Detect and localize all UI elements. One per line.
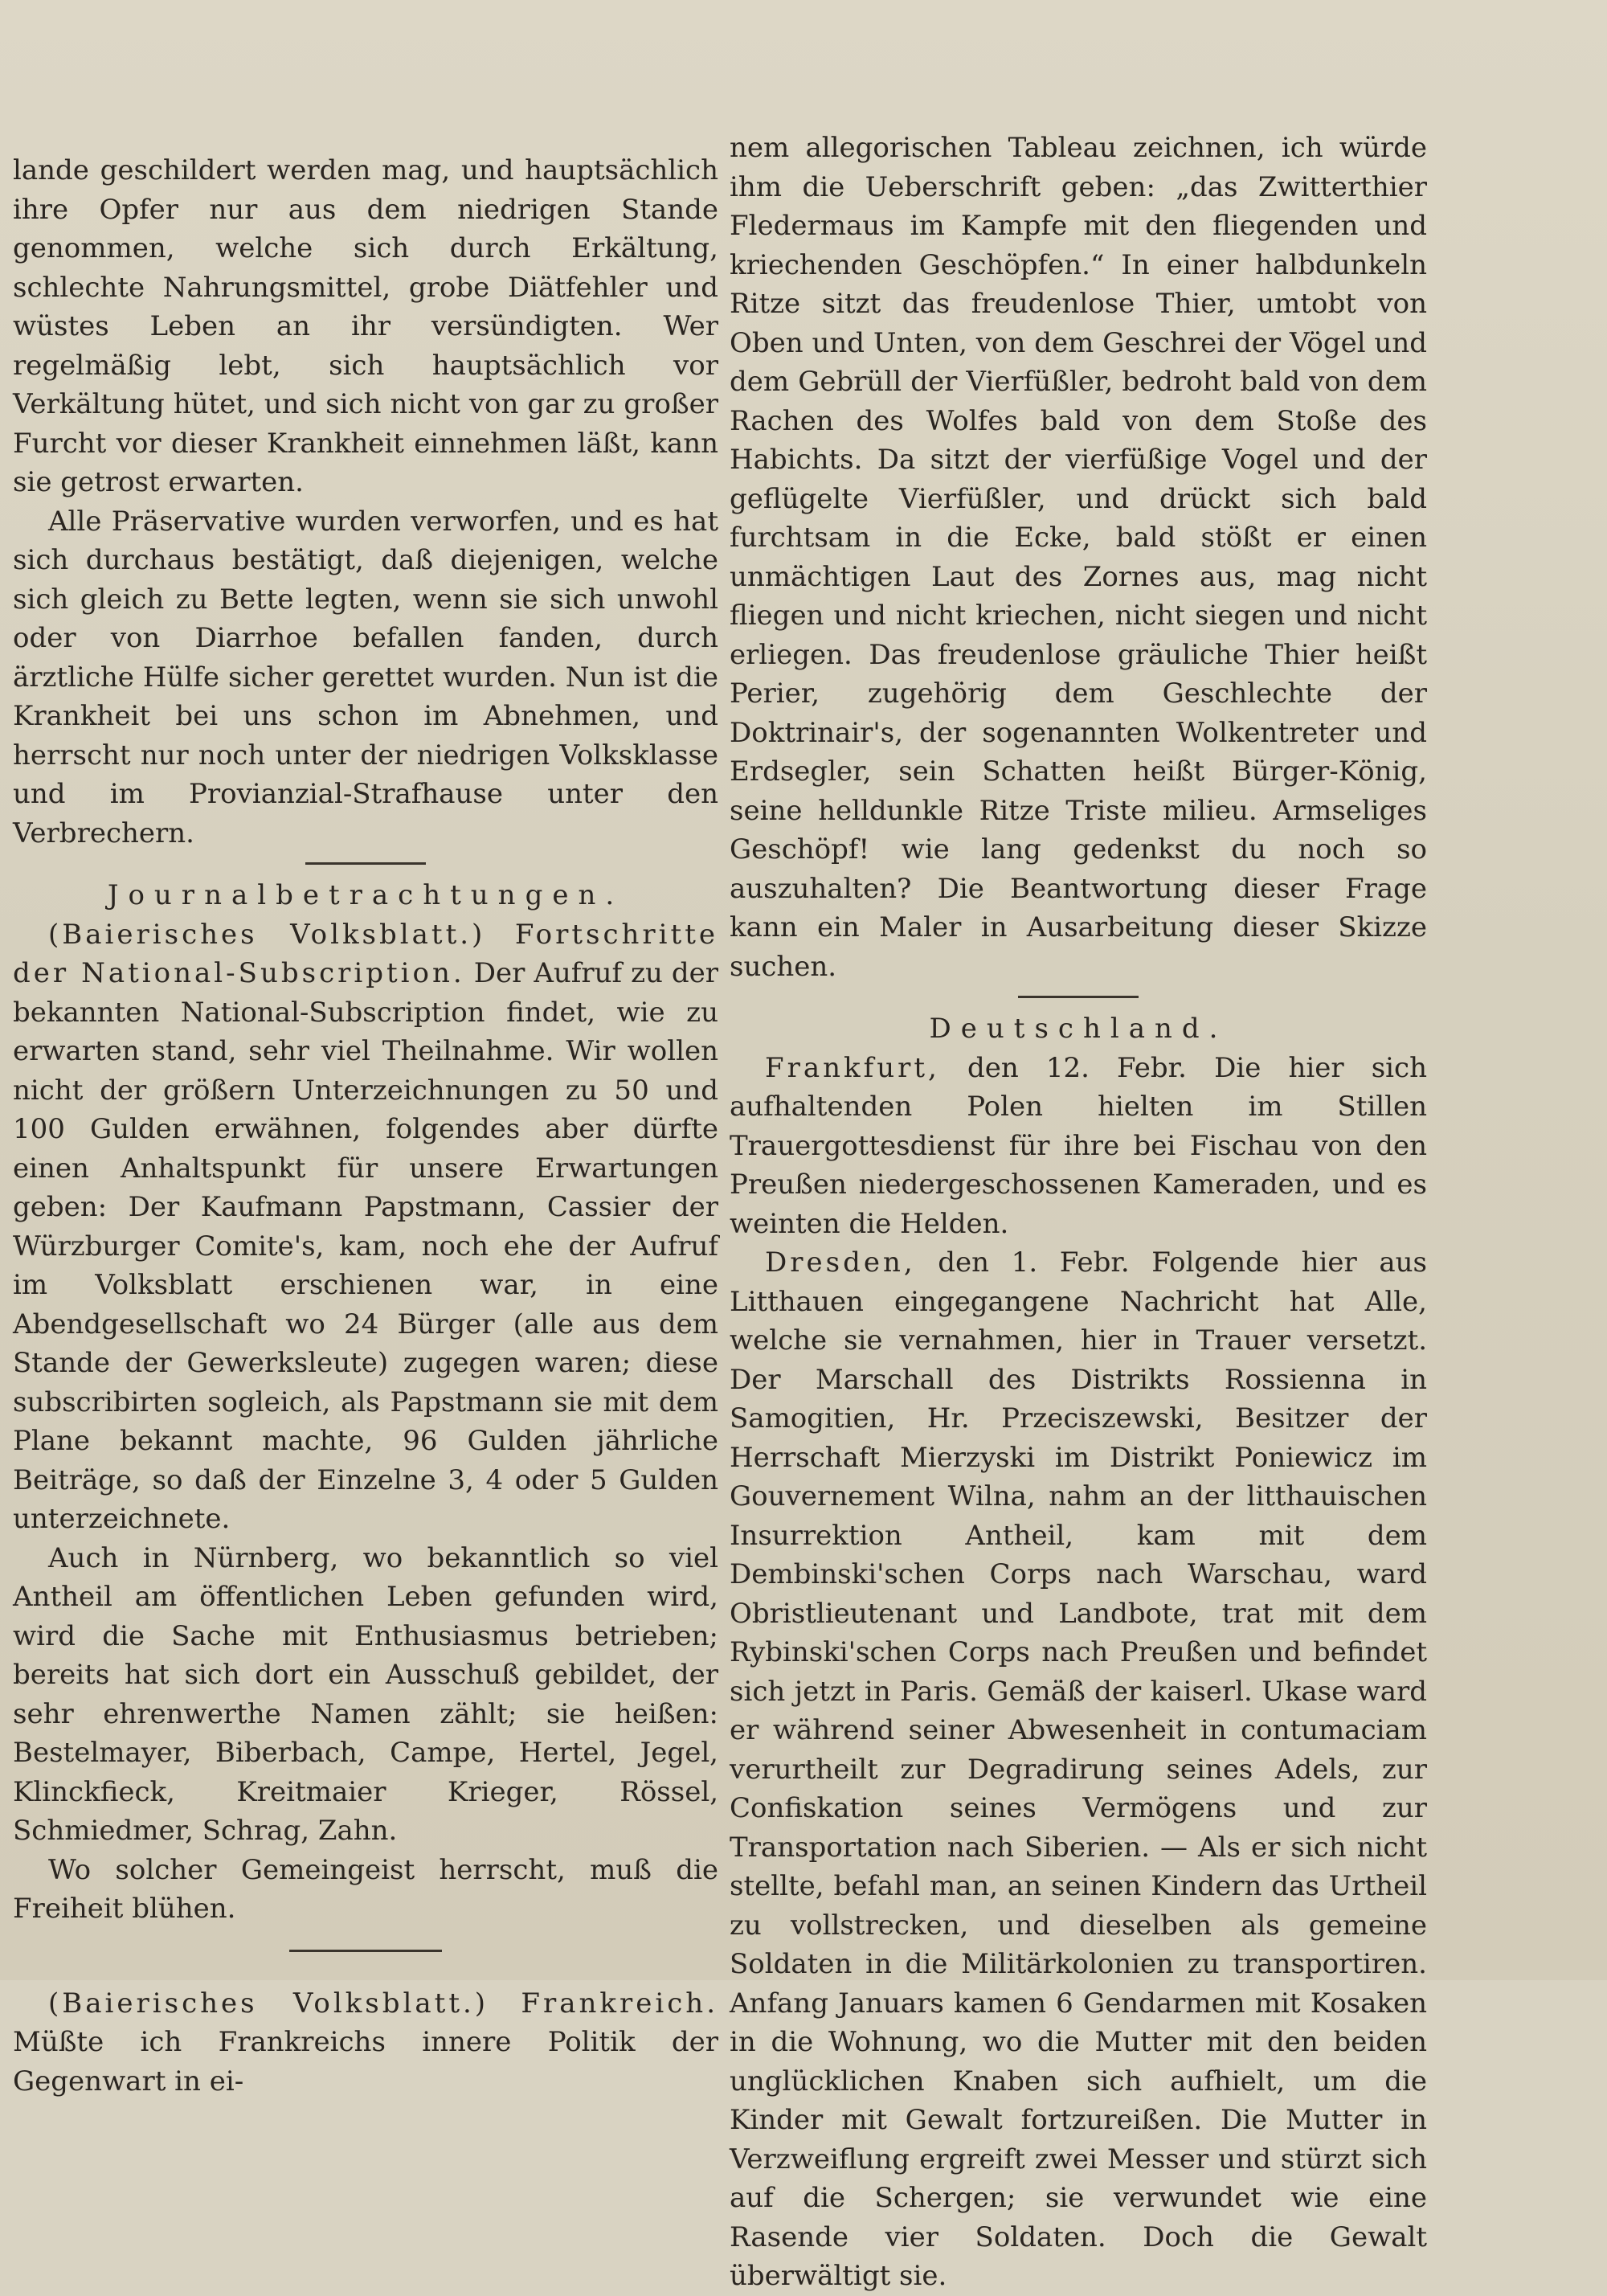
section-heading-deutschland: Deutschland. xyxy=(929,1013,1228,1045)
divider xyxy=(1018,996,1139,998)
divider xyxy=(289,1950,442,1952)
article-text: Der Aufruf zu der bekannten National-Subscription findet, wie zu erwarten stand, sehr viel Theilnahme. Wir wollen nicht der größern Unterzeichnungen zu 50 und 100 Gulden erwähnen, folgendes aber dürfte einen Anhaltspunkt für unsere Erwartungen geben: Der Kaufmann Papstmann, Cassier der Würzburger Comite's, kam, noch ehe der Aufruf im Volksblatt erschienen war, in eine Abendgesellschaft wo 24 Bürger (alle aus dem Stande der Gewerksleute) zugegen waren; diese subscribirten sogleich, als Papstmann sie mit dem Plane bekannt machte, 96 Gulden jährliche Beiträge, so daß der Einzelne 3, 4 oder 5 Gulden unterzeichnete. xyxy=(13,957,719,1535)
section-heading-journalbetrachtungen: Journalbetrachtungen. xyxy=(107,879,624,911)
paragraph-cholera-continued: lande geschildert werden mag, und hauptsächlich ihre Opfer nur aus dem niedrigen Stande genommen, welche sich durch Erkältung, schlechte Nahrungsmittel, grobe Diätfehler und wüstes Leben an ihr versündigten. Wer regelmäßig lebt, sich hauptsächlich vor Verkältung hütet, und sich nicht von gar zu großer Furcht vor dieser Krankheit einnehmen läßt, kann sie getrost erwarten. xyxy=(13,154,718,498)
paragraph-national-subscription xyxy=(13,915,718,1539)
paragraph-gemeingeist: Wo solcher Gemeingeist herrscht, muß die Freiheit blühen. xyxy=(13,1853,718,1925)
right-column xyxy=(730,129,1427,2296)
left-column xyxy=(13,151,718,2101)
paragraph-preservatives: Alle Präservative wurden verworfen, und es hat sich durchaus bestätigt, daß diejenigen, welche sich gleich zu Bette legten, wenn sie sich unwohl oder von Diarrhoe befallen fanden, durch ärztliche Hülfe sicher gerettet wurden. Nun ist die Krankheit bei uns schon im Abnehmen, und herrscht nur noch unter der niedrigen Volksklasse und im Provianzial-Strafhause unter den Verbrechern. xyxy=(13,505,718,849)
source-label: (Baierisches Volksblatt.) xyxy=(48,1987,489,2020)
paragraph-nuernberg: Auch in Nürnberg, wo bekanntlich so viel Antheil am öffentlichen Leben gefunden wird, wird die Sache mit Enthusiasmus betrieben; bereits hat sich dort ein Ausschuß gebildet, der sehr ehrenwerthe Namen zählt; sie heißen: Bestelmayer, Biberbach, Campe, Hertel, Jegel, Klinckfieck, Kreitmaier Krieger, Rössel, Schmiedmer, Schrag, Zahn. xyxy=(13,1541,718,1847)
paragraph-allegory: nem allegorischen Tableau zeichnen, ich würde ihm die Ueberschrift geben: „das Zwitterthier Fledermaus im Kampfe mit den fliegenden und kriechenden Geschöpfen.“ In einer halbdunkeln Ritze sitzt das freudenlose Thier, umtobt von Oben und Unten, von dem Geschrei der Vögel und dem Gebrüll der Vierfüßler, bedroht bald von dem Rachen des Wolfes bald von dem Stoße des Habichts. Da sitzt der vierfüßige Vogel und der geflügelte Vierfüßler, und drückt sich bald furchtsam in die Ecke, bald stößt er einen unmächtigen Laut des Zornes aus, mag nicht fliegen und nicht kriechen, nicht siegen und nicht erliegen. Das freudenlose gräuliche Thier heißt Perier, zugehörig dem Geschlechte der Doktrinair's, der sogenannten Wolkentreter und Erdsegler, sein Schatten heißt Bürger-König, seine helldunkle Ritze Triste milieu. Armseliges Geschöpf! wie lang gedenkst du noch so auszuhalten? Die Beantwortung dieser Frage kann ein Maler in Ausarbeitung dieser Skizze suchen. xyxy=(730,132,1427,983)
article-title: Frankreich. xyxy=(521,1987,718,2020)
article-text: den 1. Febr. Folgende hier aus Litthauen eingegangene Nachricht hat Alle, welche sie vernahmen, hier in Trauer versetzt. Der Marschall des Distrikts Rossienna in Samogitien, Hr. Przeciszewski, Besitzer der Herrschaft Mierzyski im Distrikt Poniewicz im Gouvernement Wilna, nahm an der litthauischen Insurrektion Antheil, kam mit dem Dembinski'schen Corps nach Warschau, ward Obristlieutenant und Landbote, trat mit dem Rybinski'schen Corps nach Preußen und befindet sich jetzt in Paris. Gemäß der kaiserl. Ukase ward er während seiner Abwesenheit in contumaciam verurtheilt zur Degradirung seines Adels, zur Confiskation seines Vermögens und zur Transportation nach Siberien. — Als er sich nicht stellte, befahl man, an seinen Kindern das Urtheil zu vollstrecken, und dieselben als gemeine Soldaten in die Militärkolonien zu transportiren. Anfang Januars kamen 6 Gendarmen mit Kosaken in die Wohnung, wo die Mutter mit den beiden unglücklichen Knaben sich aufhielt, um die Kinder mit Gewalt fortzureißen. Die Mutter in Verzweiflung ergreift zwei Messer und stürzt sich auf die Schergen; sie verwundet wie eine Rasende vier Soldaten. Doch die Gewalt überwältigt sie. xyxy=(730,1246,1427,2292)
article-title: Fortschritte der National-Subscription. xyxy=(13,918,719,989)
article-text: den 12. Febr. Die hier sich aufhaltenden Polen hielten im Stillen Trauergottesdienst für ihre bei Fischau von den Preußen niedergeschossenen Kameraden, und es weinten die Helden. xyxy=(730,1051,1427,1240)
paragraph-frankfurt xyxy=(730,1049,1427,1244)
paragraph-dresden xyxy=(730,1243,1427,2296)
divider xyxy=(305,862,426,865)
dateline-place: Dresden, xyxy=(765,1246,916,1279)
dateline-place: Frankfurt, xyxy=(765,1051,940,1084)
source-label: (Baierisches Volksblatt.) xyxy=(48,918,486,951)
paragraph-frankreich xyxy=(13,1984,718,2102)
article-text: Müßte ich Frankreichs innere Politik der Gegenwart in ei- xyxy=(13,2026,718,2098)
